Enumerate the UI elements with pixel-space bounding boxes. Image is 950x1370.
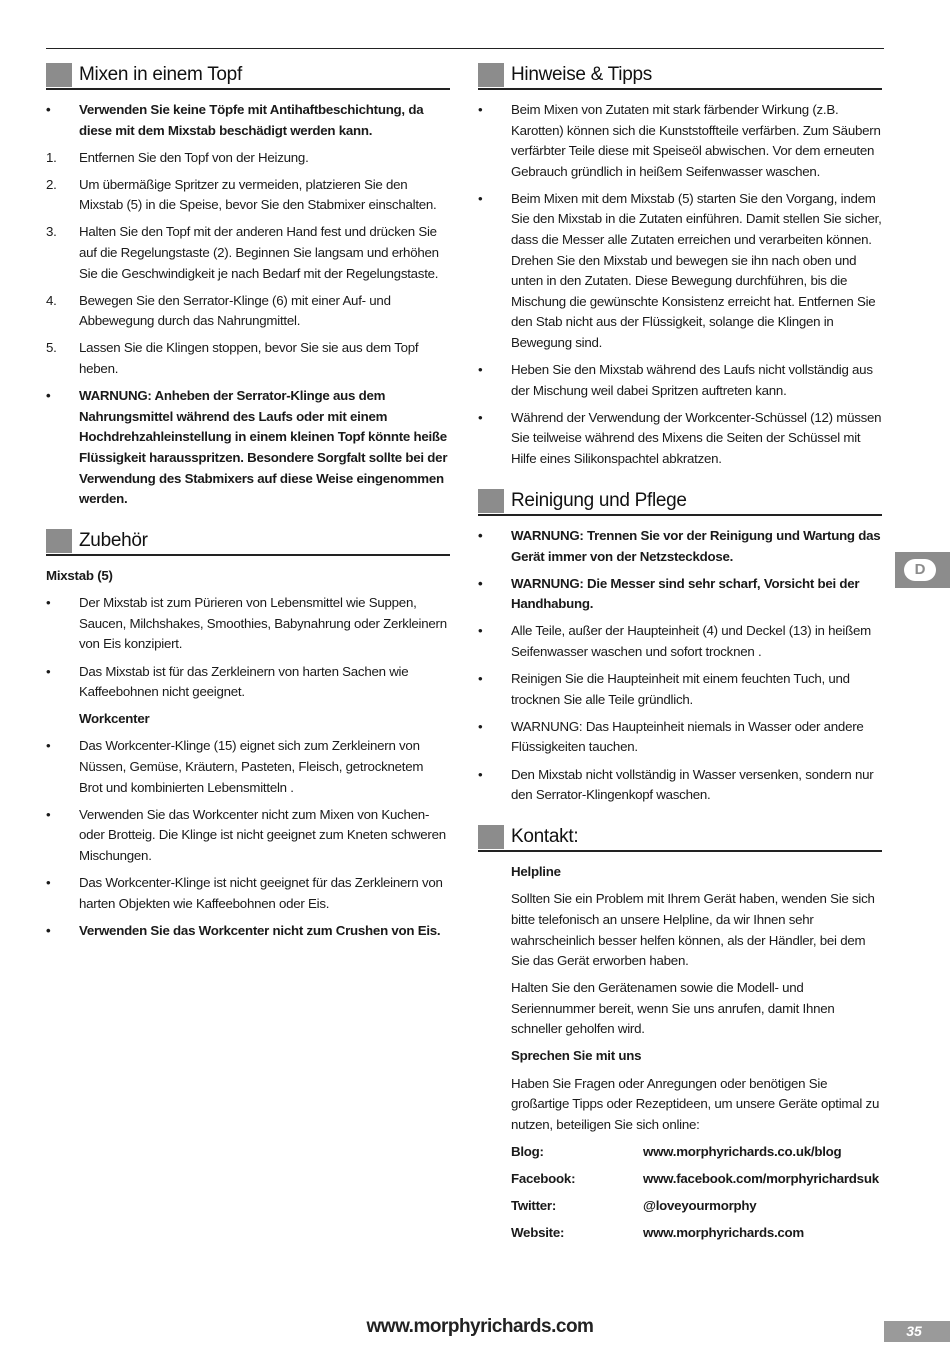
bullet-marker: • [478,528,483,544]
list-item-text: Beim Mixen mit dem Mixstab (5) starten Sie den Vorgang, indem Sie den Mixstab in die Zutaten einführen. Damit stellen Sie sicher, dass die Messer alle Zutaten erreichen und verarbeiten können. [511,190,882,248]
list-item-text: Den Mixstab nicht vollständig in Wasser versenken, sondern nur den Serrator-Klingenkopf waschen. [511,766,874,803]
social-row-twitter [478,1196,882,1223]
list-item [478,669,882,710]
list-item [478,621,882,662]
bullet-marker: • [478,766,483,782]
talk-paragraph: Haben Sie Fragen oder Anregungen oder benötigen Sie großartige Tipps oder Rezeptideen, um unsere Geräte optimal zu nutzen, beteiligen Sie sich online: [511,1075,880,1132]
list-item-text: Beim Mixen von Zutaten mit stark färbender Wirkung (z.B. Karotten) können sich die Kunststoffteile verfärben. Zum Säubern verfärbter Teile diese mit Speiseöl abwischen. Vor dem erneuten Gebrauch gründlich in heißem Seifenwasser waschen. [511,102,881,179]
bullet-marker: • [478,409,483,425]
list-item [46,338,450,379]
bullet-marker: • [478,362,483,378]
social-link[interactable]: www.facebook.com/morphyrichardsuk [643,1170,879,1186]
step-number: 4. [46,292,57,308]
bullet-marker: • [478,671,483,687]
social-label: Twitter: [511,1197,557,1213]
list-item-text: Während der Verwendung der Workcenter-Schüssel (12) müssen Sie teilweise während des Mixens die Seiten der Schüssel mit Hilfe eines Silikonspachtel abkratzen. [511,409,882,466]
social-label: Blog: [511,1143,544,1159]
section-header-zubehoer [46,528,450,556]
list-item [478,765,882,806]
list-item-text: Der Mixstab ist zum Pürieren von Lebensmittel wie Suppen, Saucen, Milchshakes, Smoothies, Babynahrung oder Zerkleinern von Eis konzipiert. [79,595,447,652]
workcenter-list [46,736,450,941]
section-marker [478,489,504,513]
list-item-text: Lassen Sie die Klingen stoppen, bevor Sie sie aus dem Topf heben. [79,340,419,377]
list-item-text: WARNUNG: Anheben der Serrator-Klinge aus dem Nahrungsmittel während des Laufs oder mit einem Hochdrehzahleinstellung in einem kleinen Topf könnte heiße Flüssigkeit harausspritzen. Besondere Sorgfalt sollte bei der Verwendung des Stabmixers auf diese Weise eingenommen werden. [79,388,448,507]
list-item [478,100,882,182]
step-number: 1. [46,149,57,165]
bullet-marker: • [46,738,51,754]
list-item-text-continued: Drehen Sie den Mixstab und bewegen sie ihn nach oben und unten in den Zutaten. Diese Bewegung durchführen, bis die Mischung die gewünschte Konsistenz erreicht hat. Entfernen Sie den Stab nicht aus der Flüssigkeit, solange die Klingen in Bewegung sind. [511,252,876,351]
subheading-mixstab: Mixstab (5) [46,568,113,584]
social-link[interactable]: www.morphyrichards.co.uk/blog [643,1143,842,1159]
section-title: Mixen in einem Topf [79,64,242,85]
list-item [478,360,882,401]
list-item-text: Heben Sie den Mixstab während des Laufs nicht vollständig aus der Mischung weil dabei Spritzen auftreten kann. [511,362,873,398]
page-number-box [884,1321,950,1342]
footer-url: www.morphyrichards.com [366,1316,594,1337]
section-title: Reinigung und Pflege [511,490,687,512]
list-item-text: Das Workcenter-Klinge ist nicht geeignet für das Zerkleinern von harten Objekten wie Kaffeebohnen oder Eis. [79,874,443,911]
bullet-marker: • [478,575,483,591]
list-item [46,921,450,942]
left-column [46,62,450,948]
list-item [46,386,450,510]
list-item [46,873,450,914]
helpline-paragraph-1: Sollten Sie ein Problem mit Ihrem Gerät haben, wenden Sie sich bitte telefonisch an unsere Helpline, da wir Ihnen sehr wahrscheinlich besser helfen können, als der Händler, bei dem Sie das Gerät erworben haben. [511,891,875,969]
social-row-website [478,1223,882,1250]
tips-list [478,100,882,470]
list-item-text: Alle Teile, außer der Haupteinheit (4) und Deckel (13) in heißem Seifenwasser waschen und sofort trocknen . [511,623,871,660]
list-item-text: Entfernen Sie den Topf von der Heizung. [79,149,309,165]
social-row-blog [478,1142,882,1169]
bullet-marker: • [478,623,483,639]
list-item-text: Halten Sie den Topf mit der anderen Hand fest und drücken Sie auf die Regelungstaste (2). Beginnen Sie langsam und erhöhen Sie die Geschwindigkeit je nach Bedarf mit der Regelungstaste. [79,224,439,281]
bullet-marker: • [46,102,51,117]
section-marker [46,529,72,553]
step-number: 2. [46,176,57,192]
section-header-kontakt [478,824,882,852]
section-title: Kontakt: [511,826,579,848]
list-item [46,291,450,332]
bullet-marker: • [46,806,51,822]
bullet-marker: • [46,595,51,611]
section-marker [478,825,504,849]
section-title: Zubehör [79,530,148,552]
cleaning-list [478,526,882,806]
section-title: Hinweise & Tipps [511,64,652,85]
language-tab-label: D [904,559,936,581]
bullet-marker: • [478,190,483,206]
list-item [46,148,450,169]
bullet-marker: • [46,388,51,404]
helpline-heading: Helpline [511,864,561,880]
list-item [46,805,450,867]
list-item [478,408,882,470]
list-item [478,526,882,567]
bullet-marker: • [478,718,483,734]
list-item-text: WARNUNG: Das Haupteinheit niemals in Wasser oder andere Flüssigkeiten tauchen. [511,718,864,755]
step-number: 3. [46,224,57,240]
list-item [46,662,450,703]
mixen-list [46,100,450,510]
section-marker [46,63,72,87]
social-label: Facebook: [511,1170,576,1186]
talk-heading: Sprechen Sie mit uns [511,1048,642,1064]
social-row-facebook [478,1169,882,1196]
bullet-marker: • [46,663,51,679]
social-link[interactable]: www.morphyrichards.com [643,1224,804,1240]
mixstab-list [46,593,450,702]
list-item [478,717,882,758]
language-tab [895,552,950,588]
list-item-text: Verwenden Sie keine Töpfe mit Antihaftbeschichtung, da diese mit dem Mixstab beschädigt werden kann. [79,102,424,138]
list-item [478,189,882,354]
page-number: 35 [906,1323,922,1339]
list-item-text: Bewegen Sie den Serrator-Klinge (6) mit einer Auf- und Abbewegung durch das Nahrungmittel. [79,292,391,329]
section-marker [478,63,504,87]
helpline-paragraph-2: Halten Sie den Gerätenamen sowie die Modell- und Seriennummer bereit, wenn Sie uns anrufen, damit Ihnen schneller geholfen wird. [511,980,835,1037]
social-link[interactable]: @loveyourmorphy [643,1197,757,1213]
list-item [46,222,450,284]
top-rule [46,48,884,49]
list-item-text: Das Mixstab ist für das Zerkleinern von harten Sachen wie Kaffeebohnen nicht geeignet. [79,663,409,700]
list-item [478,574,882,615]
list-item [46,100,450,141]
list-item [46,593,450,655]
bullet-marker: • [478,102,483,117]
step-number: 5. [46,340,57,356]
list-item-text: WARNUNG: Die Messer sind sehr scharf, Vorsicht bei der Handhabung. [511,575,860,612]
section-header-reinigung [478,488,882,516]
list-item [46,736,450,798]
list-item-text: Das Workcenter-Klinge (15) eignet sich zum Zerkleinern von Nüssen, Gemüse, Kräutern, Pasteten, Fleisch, getrocknetem Brot und kombinierten Lebensmitteln . [79,738,424,795]
list-item-text: Verwenden Sie das Workcenter nicht zum Crushen von Eis. [79,922,441,938]
social-label: Website: [511,1224,565,1240]
bullet-marker: • [46,874,51,890]
list-item-text: Verwenden Sie das Workcenter nicht zum Mixen von Kuchen- oder Brotteig. Die Klinge ist nicht geeignet zum Kneten schweren Mischungen. [79,806,446,863]
list-item-text: Reinigen Sie die Haupteinheit mit einem feuchten Tuch, und trocknen Sie alle Teile gründlich. [511,671,850,707]
subheading-workcenter: Workcenter [79,711,150,727]
bullet-marker: • [46,922,51,938]
list-item-text: WARNUNG: Trennen Sie vor der Reinigung und Wartung das Gerät immer von der Netzsteckdose. [511,528,881,564]
section-header-tipps [478,62,882,90]
list-item [46,175,450,216]
section-header-mixen [46,62,450,90]
list-item-text: Um übermäßige Spritzer zu vermeiden, platzieren Sie den Mixstab (5) in die Speise, bevor Sie den Stabmixer einschalten. [79,176,437,213]
right-column [478,62,882,1250]
